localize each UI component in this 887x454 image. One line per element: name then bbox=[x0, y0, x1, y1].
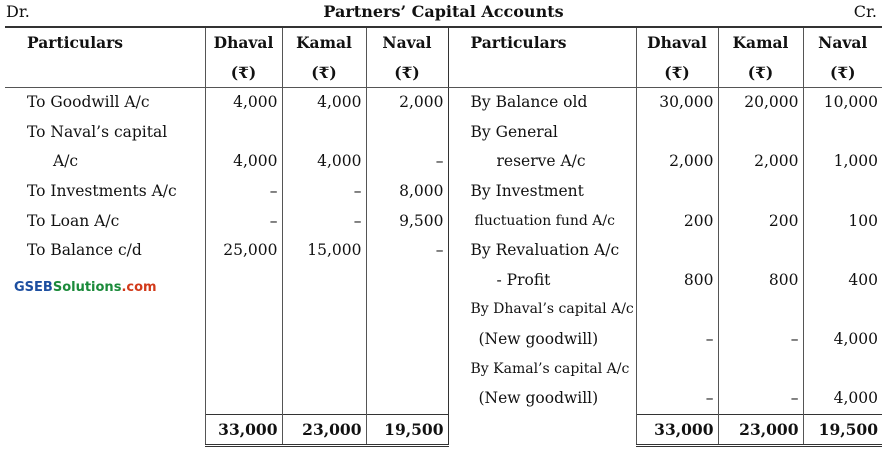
debit-amount-kamal: 4,000 bbox=[282, 88, 366, 118]
credit-particular: By Revaluation A/c bbox=[448, 236, 636, 266]
debit-particular bbox=[5, 355, 205, 385]
debit-amount-kamal bbox=[282, 295, 366, 325]
debit-amount-naval bbox=[366, 118, 448, 148]
debit-amount-kamal bbox=[282, 384, 366, 414]
credit-total-kamal: 23,000 bbox=[718, 414, 803, 446]
debit-amount-dhaval: 4,000 bbox=[205, 88, 282, 118]
credit-dhaval-header: Dhaval bbox=[636, 27, 718, 58]
debit-amount-naval bbox=[366, 355, 448, 385]
credit-amount-kamal bbox=[718, 177, 803, 207]
ledger-row bbox=[5, 325, 882, 355]
credit-amount-dhaval: 30,000 bbox=[636, 88, 718, 118]
ledger-row bbox=[5, 295, 882, 325]
debit-total-kamal: 23,000 bbox=[282, 414, 366, 446]
debit-particular: To Investments A/c bbox=[27, 181, 177, 200]
debit-amount-kamal: – bbox=[282, 207, 366, 237]
debit-particular: To Balance c/d bbox=[27, 241, 142, 260]
credit-kamal-header: Kamal bbox=[718, 27, 803, 58]
debit-dhaval-header: Dhaval bbox=[205, 27, 282, 58]
credit-dhaval-currency: (₹) bbox=[636, 58, 718, 88]
debit-amount-naval: – bbox=[366, 236, 448, 266]
debit-amount-dhaval bbox=[205, 325, 282, 355]
credit-amount-kamal bbox=[718, 355, 803, 385]
debit-amount-dhaval bbox=[205, 384, 282, 414]
debit-amount-kamal bbox=[282, 355, 366, 385]
debit-amount-naval bbox=[366, 384, 448, 414]
credit-amount-kamal bbox=[718, 118, 803, 148]
debit-amount-naval bbox=[366, 266, 448, 296]
credit-particular: By Investment bbox=[448, 177, 636, 207]
debit-amount-dhaval bbox=[205, 295, 282, 325]
credit-amount-naval: 400 bbox=[803, 266, 882, 296]
debit-kamal-currency: (₹) bbox=[282, 58, 366, 88]
credit-amount-naval bbox=[803, 295, 882, 325]
debit-label: Dr. bbox=[6, 2, 30, 21]
debit-amount-kamal: – bbox=[282, 177, 366, 207]
debit-amount-dhaval: – bbox=[205, 177, 282, 207]
debit-amount-naval: 2,000 bbox=[366, 88, 448, 118]
debit-amount-kamal bbox=[282, 325, 366, 355]
credit-amount-naval bbox=[803, 236, 882, 266]
credit-particular: By Dhaval’s capital A/c bbox=[448, 295, 636, 325]
debit-particular: To Goodwill A/c bbox=[27, 93, 150, 112]
credit-amount-naval bbox=[803, 355, 882, 385]
ledger-row bbox=[5, 207, 882, 237]
credit-amount-kamal: 20,000 bbox=[718, 88, 803, 118]
credit-amount-kamal: 2,000 bbox=[718, 147, 803, 177]
debit-kamal-header: Kamal bbox=[282, 27, 366, 58]
credit-particular: By Kamal’s capital A/c bbox=[448, 355, 636, 385]
page-title: Partners’ Capital Accounts bbox=[323, 2, 564, 21]
credit-amount-kamal bbox=[718, 295, 803, 325]
debit-amount-kamal bbox=[282, 118, 366, 148]
credit-amount-naval: 1,000 bbox=[803, 147, 882, 177]
credit-amount-naval: 4,000 bbox=[803, 384, 882, 414]
credit-particular: fluctuation fund A/c bbox=[448, 207, 636, 237]
credit-particular: (New goodwill) bbox=[448, 384, 636, 414]
credit-amount-dhaval: 2,000 bbox=[636, 147, 718, 177]
ledger-row bbox=[5, 88, 882, 118]
debit-naval-currency: (₹) bbox=[366, 58, 448, 88]
capital-accounts-table bbox=[5, 26, 882, 447]
debit-amount-kamal bbox=[282, 266, 366, 296]
ledger-row bbox=[5, 236, 882, 266]
ledger-row bbox=[5, 384, 882, 414]
debit-amount-naval: 8,000 bbox=[366, 177, 448, 207]
credit-kamal-currency: (₹) bbox=[718, 58, 803, 88]
credit-amount-dhaval: 800 bbox=[636, 266, 718, 296]
watermark-logo: GSEBSolutions.com bbox=[14, 280, 157, 295]
credit-amount-dhaval: – bbox=[636, 325, 718, 355]
debit-amount-naval: 9,500 bbox=[366, 207, 448, 237]
credit-amount-dhaval bbox=[636, 236, 718, 266]
credit-particulars-header: Particulars bbox=[448, 27, 636, 58]
debit-naval-header: Naval bbox=[366, 27, 448, 58]
credit-particular: By Balance old bbox=[448, 88, 636, 118]
debit-particular: To Loan A/c bbox=[27, 211, 120, 230]
credit-amount-dhaval: 200 bbox=[636, 207, 718, 237]
debit-particular: To Naval’s capital bbox=[27, 122, 168, 141]
ledger-row bbox=[5, 118, 882, 148]
credit-amount-naval: 10,000 bbox=[803, 88, 882, 118]
credit-amount-kamal: – bbox=[718, 325, 803, 355]
credit-amount-naval: 4,000 bbox=[803, 325, 882, 355]
debit-amount-dhaval bbox=[205, 266, 282, 296]
credit-particular: - Profit bbox=[448, 266, 636, 296]
ledger-row bbox=[5, 147, 882, 177]
credit-amount-kamal: 800 bbox=[718, 266, 803, 296]
credit-total-naval: 19,500 bbox=[803, 414, 882, 446]
debit-dhaval-currency: (₹) bbox=[205, 58, 282, 88]
debit-particular bbox=[5, 325, 205, 355]
debit-amount-naval: – bbox=[366, 147, 448, 177]
debit-amount-dhaval: 4,000 bbox=[205, 147, 282, 177]
ledger-row bbox=[5, 355, 882, 385]
credit-particular: (New goodwill) bbox=[448, 325, 636, 355]
credit-amount-naval bbox=[803, 177, 882, 207]
credit-amount-kamal bbox=[718, 236, 803, 266]
credit-total-dhaval: 33,000 bbox=[636, 414, 718, 446]
debit-particular bbox=[5, 295, 205, 325]
credit-amount-dhaval bbox=[636, 295, 718, 325]
debit-particular bbox=[5, 384, 205, 414]
debit-particulars-header: Particulars bbox=[5, 27, 205, 58]
credit-particular: reserve A/c bbox=[448, 147, 636, 177]
totals-row bbox=[5, 414, 882, 446]
credit-naval-header: Naval bbox=[803, 27, 882, 58]
credit-amount-dhaval bbox=[636, 355, 718, 385]
debit-amount-dhaval bbox=[205, 118, 282, 148]
credit-amount-naval: 100 bbox=[803, 207, 882, 237]
debit-amount-kamal: 15,000 bbox=[282, 236, 366, 266]
debit-amount-dhaval: – bbox=[205, 207, 282, 237]
debit-total-dhaval: 33,000 bbox=[205, 414, 282, 446]
credit-naval-currency: (₹) bbox=[803, 58, 882, 88]
credit-particular: By General bbox=[448, 118, 636, 148]
credit-amount-dhaval bbox=[636, 177, 718, 207]
debit-amount-dhaval: 25,000 bbox=[205, 236, 282, 266]
credit-amount-dhaval bbox=[636, 118, 718, 148]
ledger-row bbox=[5, 177, 882, 207]
debit-particular: A/c bbox=[53, 152, 79, 171]
credit-amount-naval bbox=[803, 118, 882, 148]
debit-amount-naval bbox=[366, 295, 448, 325]
debit-amount-kamal: 4,000 bbox=[282, 147, 366, 177]
credit-amount-kamal: – bbox=[718, 384, 803, 414]
debit-total-naval: 19,500 bbox=[366, 414, 448, 446]
credit-label: Cr. bbox=[853, 2, 877, 21]
credit-amount-kamal: 200 bbox=[718, 207, 803, 237]
credit-amount-dhaval: – bbox=[636, 384, 718, 414]
debit-amount-naval bbox=[366, 325, 448, 355]
debit-amount-dhaval bbox=[205, 355, 282, 385]
